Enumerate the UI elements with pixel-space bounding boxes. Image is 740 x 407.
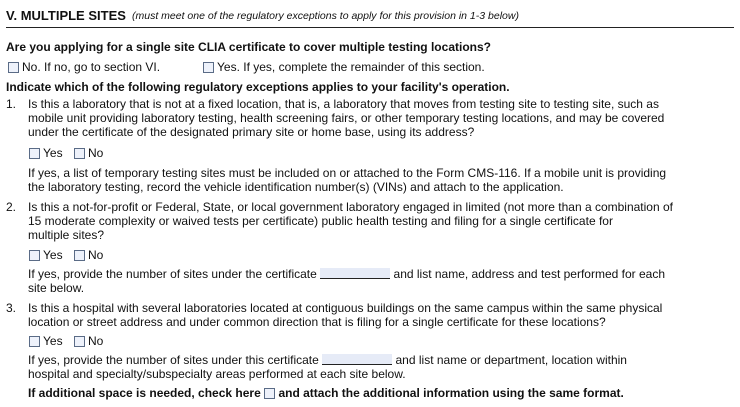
- item-1-followup-1: If yes, a list of temporary testing sites must be included on or attached to the Form CMS-116. If a mobile unit is providing: [28, 166, 667, 180]
- item-1-line-3: under the certificate of the designated primary site or home base, using its address?: [28, 125, 475, 139]
- item-3-line-1: Is this a hospital with several laboratories located at contiguous buildings on the same campus within the same physical: [28, 301, 663, 315]
- section-header: [6, 5, 734, 28]
- item-2-followup-c: site below.: [28, 281, 85, 295]
- additional-space-row: [28, 386, 624, 400]
- indicate-heading: Indicate which of the following regulatory exceptions applies to your facility's operation.: [6, 80, 510, 94]
- item-2-sites-count-field[interactable]: [320, 268, 390, 279]
- item-2-followup-b: and list name, address and test performed for each: [393, 267, 665, 281]
- item-2-line-2: 15 moderate complexity or waived tests per certificate) public health testing and filing for a single certificate for: [28, 214, 613, 228]
- section-note: (must meet one of the regulatory exceptions to apply for this provision in 1-3 below): [132, 10, 519, 22]
- item-1-yes-label: Yes: [43, 146, 63, 160]
- main-no-label: No. If no, go to section VI.: [22, 60, 161, 74]
- item-1-number: 1.: [6, 97, 17, 111]
- item-2-yes-label: Yes: [43, 248, 63, 262]
- additional-before: If additional space is needed, check here: [28, 386, 261, 400]
- item-2-followup-row: [28, 267, 665, 281]
- additional-checkbox[interactable]: [264, 388, 275, 399]
- additional-after: and attach the additional information using the same format.: [278, 386, 624, 400]
- item-2-no-option[interactable]: [74, 248, 103, 262]
- main-yes-option[interactable]: [203, 60, 485, 74]
- main-yes-checkbox[interactable]: [203, 62, 214, 73]
- item-2-line-3: multiple sites?: [28, 228, 105, 242]
- item-2-line-1: Is this a not-for-profit or Federal, State, or local government laboratory engaged in limited (not more than a combination of: [28, 200, 673, 214]
- item-3-followup-b: and list name or department, location within: [395, 353, 627, 367]
- item-1-no-checkbox[interactable]: [74, 148, 85, 159]
- item-2-followup-a: If yes, provide the number of sites under the certificate: [28, 267, 317, 281]
- item-1-yes-checkbox[interactable]: [29, 148, 40, 159]
- item-3-yes-label: Yes: [43, 334, 63, 348]
- item-2-no-label: No: [88, 248, 104, 262]
- item-3-yes-checkbox[interactable]: [29, 336, 40, 347]
- section-title: V. MULTIPLE SITES: [6, 8, 126, 23]
- item-3-followup-a: If yes, provide the number of sites under this certificate: [28, 353, 319, 367]
- item-1-line-2: mobile unit providing laboratory testing, health screening fairs, or other temporary testing locations, and may be covered: [28, 111, 665, 125]
- item-3-followup-c: hospital and specialty/subspecialty areas performed at each site below.: [28, 367, 406, 381]
- item-1-no-label: No: [88, 146, 104, 160]
- item-3-no-option[interactable]: [74, 334, 103, 348]
- main-question: Are you applying for a single site CLIA certificate to cover multiple testing locations?: [6, 40, 491, 54]
- item-2-yes-checkbox[interactable]: [29, 250, 40, 261]
- item-1-yes-option[interactable]: [29, 146, 63, 160]
- main-no-checkbox[interactable]: [8, 62, 19, 73]
- item-3-no-label: No: [88, 334, 104, 348]
- item-1-followup-2: the laboratory testing, record the vehicle identification number(s) (VINs) and attach to the application.: [28, 180, 564, 194]
- item-3-number: 3.: [6, 301, 17, 315]
- item-3-sites-count-field[interactable]: [322, 354, 392, 365]
- item-2-number: 2.: [6, 200, 17, 214]
- item-1-no-option[interactable]: [74, 146, 103, 160]
- item-3-yes-option[interactable]: [29, 334, 63, 348]
- main-yes-label: Yes. If yes, complete the remainder of this section.: [217, 60, 485, 74]
- item-3-followup-row: [28, 353, 627, 367]
- item-2-no-checkbox[interactable]: [74, 250, 85, 261]
- item-3-line-2: location or street address and under common direction that is filing for a single certificate for these locations?: [28, 315, 606, 329]
- main-no-option[interactable]: [8, 60, 160, 74]
- item-2-yes-option[interactable]: [29, 248, 63, 262]
- item-3-no-checkbox[interactable]: [74, 336, 85, 347]
- item-1-line-1: Is this a laboratory that is not at a fixed location, that is, a laboratory that moves from testing site to testing site, such as: [28, 97, 659, 111]
